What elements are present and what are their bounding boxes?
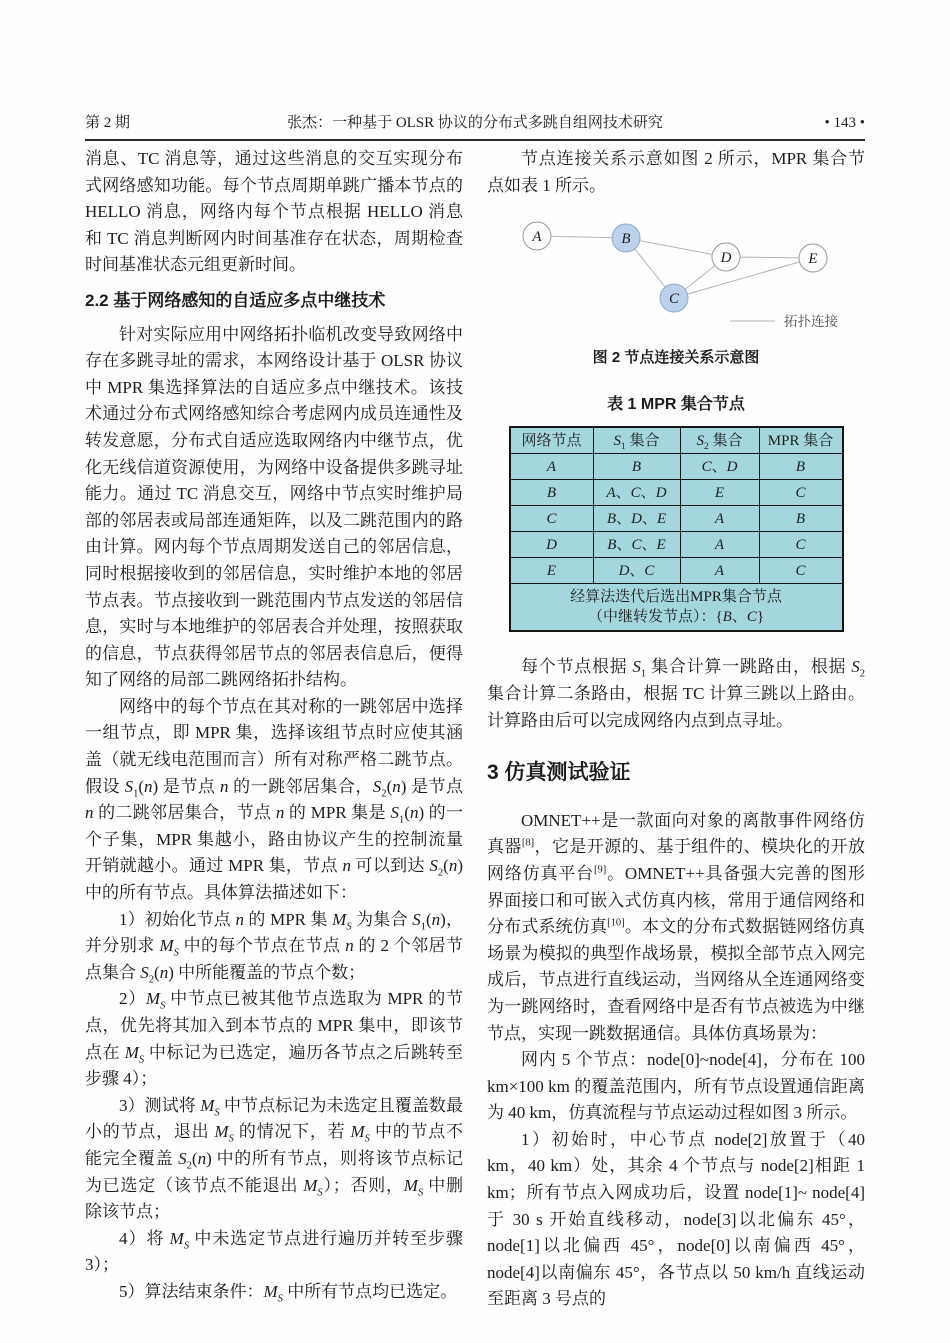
node-topology-diagram	[487, 209, 865, 335]
section-heading-2-2: 2.2 基于网络感知的自适应多点中继技术	[85, 290, 386, 310]
table-header-row	[510, 427, 843, 454]
table-cell: C	[759, 532, 843, 558]
node-label-C: C	[668, 291, 680, 308]
topology-edge-CE	[674, 258, 813, 298]
paragraph-omnet: OMNET++是一款面向对象的离散事件网络仿真器[8]，它是开源的、基于组件的、模块化的开放网络仿真平台[9]。OMNET++具备强大完善的图形界面接口和可嵌入式仿真内核，常用于通信网络和分布式系统仿真[10]。本文的分布式数据链网络仿真场景为模拟的典型作战场景，模拟全部节点入网完成后，节点进行直线运动，当网络从全连通网络变为一跳网络时，查看网络中是否有节点被选为中继节点，实现一跳数据通信。具体仿真场景为：	[487, 810, 866, 1043]
paragraph-messages: 消息、TC 消息等，通过这些消息的交互实现分布式网络感知功能。每个节点周期单跳广播本节点的 HELLO 消息，网络内每个节点根据 HELLO 消息和 TC 消息判断网内时间基准存在状态，周期检查时间基准状态元组更新时间。	[85, 149, 463, 275]
table-cell: C	[759, 480, 843, 506]
table-cell: A	[680, 506, 759, 532]
table-cell: B	[510, 480, 594, 506]
table-footer-cell	[510, 584, 843, 632]
paragraph-route-calc: 每个节点根据 $S_1$ 集合计算一跳路由，根据 $S_2$ 集合计算二条路由，根据 TC 计算三跳以上路由。计算路由后可以完成网络内点到点寻址。	[487, 657, 866, 730]
table-cell: A	[510, 454, 594, 480]
node-label-B: B	[621, 231, 631, 248]
table-cell: B	[593, 454, 680, 480]
paragraph-mpr-selection: 网络中的每个节点在其对称的一跳邻居中选择一组节点，即 MPR 集，选择该组节点时应使其涵盖（就无线电范围而言）所有对称严格二跳节点。假设 $S_1(n)$ 是节点 n 的一跳邻居集合，$S_2(n)$ 是节点 n 的二跳邻居集合，节点 n 的 MPR 集是 $S_1(n)$ 的一个子集，MPR 集越小，路由协议产生的控制流量开销就越小。通过 MPR 集，节点 n 可以到达 $S_2(n)$ 中的所有节点。具体算法描述如下：	[85, 696, 464, 903]
table-cell: D、C	[593, 558, 680, 584]
section-heading-3: 3 仿真测试验证	[487, 761, 631, 785]
paragraph-sim-step1: 1）初始时，中心节点 node[2]放置于（40 km，40 km）处，其余 4 个节点与 node[2]相距 1 km；所有节点入网成功后，设置 node[1]~ node[4]于 30 s 开始直线移动，node[3]以北偏东 45°，node[1]以北偏西 45°，node[0]以南偏西 45°，node[4]以南偏东 45°，各节点以 50 km/h 直线运动至距离 3 号点的	[487, 1129, 865, 1309]
two-column-body	[85, 146, 865, 1313]
table-row-2	[510, 506, 843, 532]
mpr-table	[509, 426, 844, 632]
table-row-4	[510, 558, 843, 584]
algorithm-step-2: $2)M_S$ 中节点已被其他节点选取为 MPR 的节点，优先将其加入到本节点的 MPR 集中，即该节点在 $M_S$ 中标记为已选定，遍历各节点之后跳转至步骤 4）；	[85, 989, 464, 1089]
algorithm-steps	[85, 907, 463, 1306]
table-cell: B、D、E	[593, 506, 680, 532]
algorithm-step-3: 3）测试将 $M_S$ 中节点标记为未选定且覆盖数最小的节点，退出 $M_S$ 的情况下，若 $M_S$ 中的节点不能完全覆盖 $S_2(n)$ 中的所有节点，则将该节点标记为已选定（该节点不能退出 $M_S$）；否则，$M_S$ 中删除该节点；	[85, 1095, 464, 1222]
table-footer-line1: 经算法迭代后选出MPR集合节点	[570, 589, 782, 606]
algorithm-step-4: 4）将 $M_S$ 中未选定节点进行遍历并转至步骤 3）；	[85, 1228, 464, 1275]
table-1-title: 表 1 MPR 集合节点	[607, 395, 745, 413]
table-row-0	[510, 454, 843, 480]
table-cell: B、C、E	[593, 532, 680, 558]
table-cell: C、D	[680, 454, 759, 480]
table-row-3	[510, 532, 843, 558]
table-cell: E	[680, 480, 759, 506]
table-header-cell-1: $S_1$ 集合	[593, 427, 680, 454]
issue-label: 第 2 期	[85, 115, 131, 131]
table-cell: A	[680, 558, 759, 584]
table-cell: C	[510, 506, 594, 532]
table-footer-row	[510, 584, 843, 632]
paragraph-mpr-design: 针对实际应用中网络拓扑临机改变导致网络中存在多跳寻址的需求，本网络设计基于 OLSR 协议中 MPR 集选择算法的自适应多点中继技术。该技术通过分布式网络感知综合考虑网内成员连通性及转发意愿，分布式自适应选取网络内中继节点，优化无线信道资源使用，为网络中设备提供多跳寻址能力。通过 TC 消息交互，网络中节点实时维护局部的邻居表或局部连通矩阵，以及二跳范围内的路由计算。网内每个节点周期发送自己的邻居信息，同时根据接收到的邻居信息，实时维护本地的邻居节点表。节点接收到一跳范围内节点发送的邻居信息，实时与本地维护的邻居表合并处理，按照获取的信息，节点获得邻居节点的邻居表信息后，便得知了网络的局部二跳网络拓扑结构。	[85, 324, 463, 690]
left-column	[85, 146, 463, 1313]
table-header-cell-2: $S_2$ 集合	[680, 427, 759, 454]
page-number: • 143 •	[824, 115, 865, 131]
figure-2	[487, 209, 865, 372]
table-cell: A	[680, 532, 759, 558]
running-title: 张杰：一种基于 OLSR 协议的分布式多跳自组网技术研究	[287, 115, 663, 131]
paragraph-figure-intro: 节点连接关系示意如图 2 所示，MPR 集合节点如表 1 所示。	[487, 149, 865, 195]
table-header-cell-0: 网络节点	[510, 427, 594, 454]
table-cell: B	[759, 454, 843, 480]
table-cell: E	[510, 558, 594, 584]
table-cell: A、C、D	[593, 480, 680, 506]
right-column	[487, 146, 865, 1313]
table-cell: C	[759, 558, 843, 584]
node-label-D: D	[720, 250, 732, 267]
table-cell: D	[510, 532, 594, 558]
figure-2-caption: 图 2 节点连接关系示意图	[592, 349, 760, 367]
table-row-1	[510, 480, 843, 506]
paragraph-sim-scene: 网内 5 个节点：node[0]~node[4]，分布在 100 km×100 km 的覆盖范围内，所有节点设置通信距离为 40 km，仿真流程与节点运动过程如图 3 所示。	[487, 1050, 865, 1123]
topology-edge-BD	[626, 238, 726, 257]
algorithm-step-5: 5）算法结束条件：$M_S$ 中所有节点均已选定。	[119, 1281, 458, 1305]
table-cell: B	[759, 506, 843, 532]
node-label-A: A	[532, 229, 542, 246]
table-footer-line2: （中继转发节点）：{B、C}	[587, 609, 765, 626]
node-label-E: E	[808, 251, 818, 268]
table-header-cell-3: MPR 集合	[759, 427, 843, 454]
legend-label: 拓扑连接	[784, 314, 838, 330]
algorithm-step-1: 1）初始化节点 n 的 MPR 集 $M_S$ 为集合 $S_1(n)$，并分别求 $M_S$ 中的每个节点在节点 n 的 2 个邻居节点集合 $S_2(n)$ 中所能覆盖的节点个数；	[85, 909, 464, 986]
running-head	[85, 111, 865, 141]
